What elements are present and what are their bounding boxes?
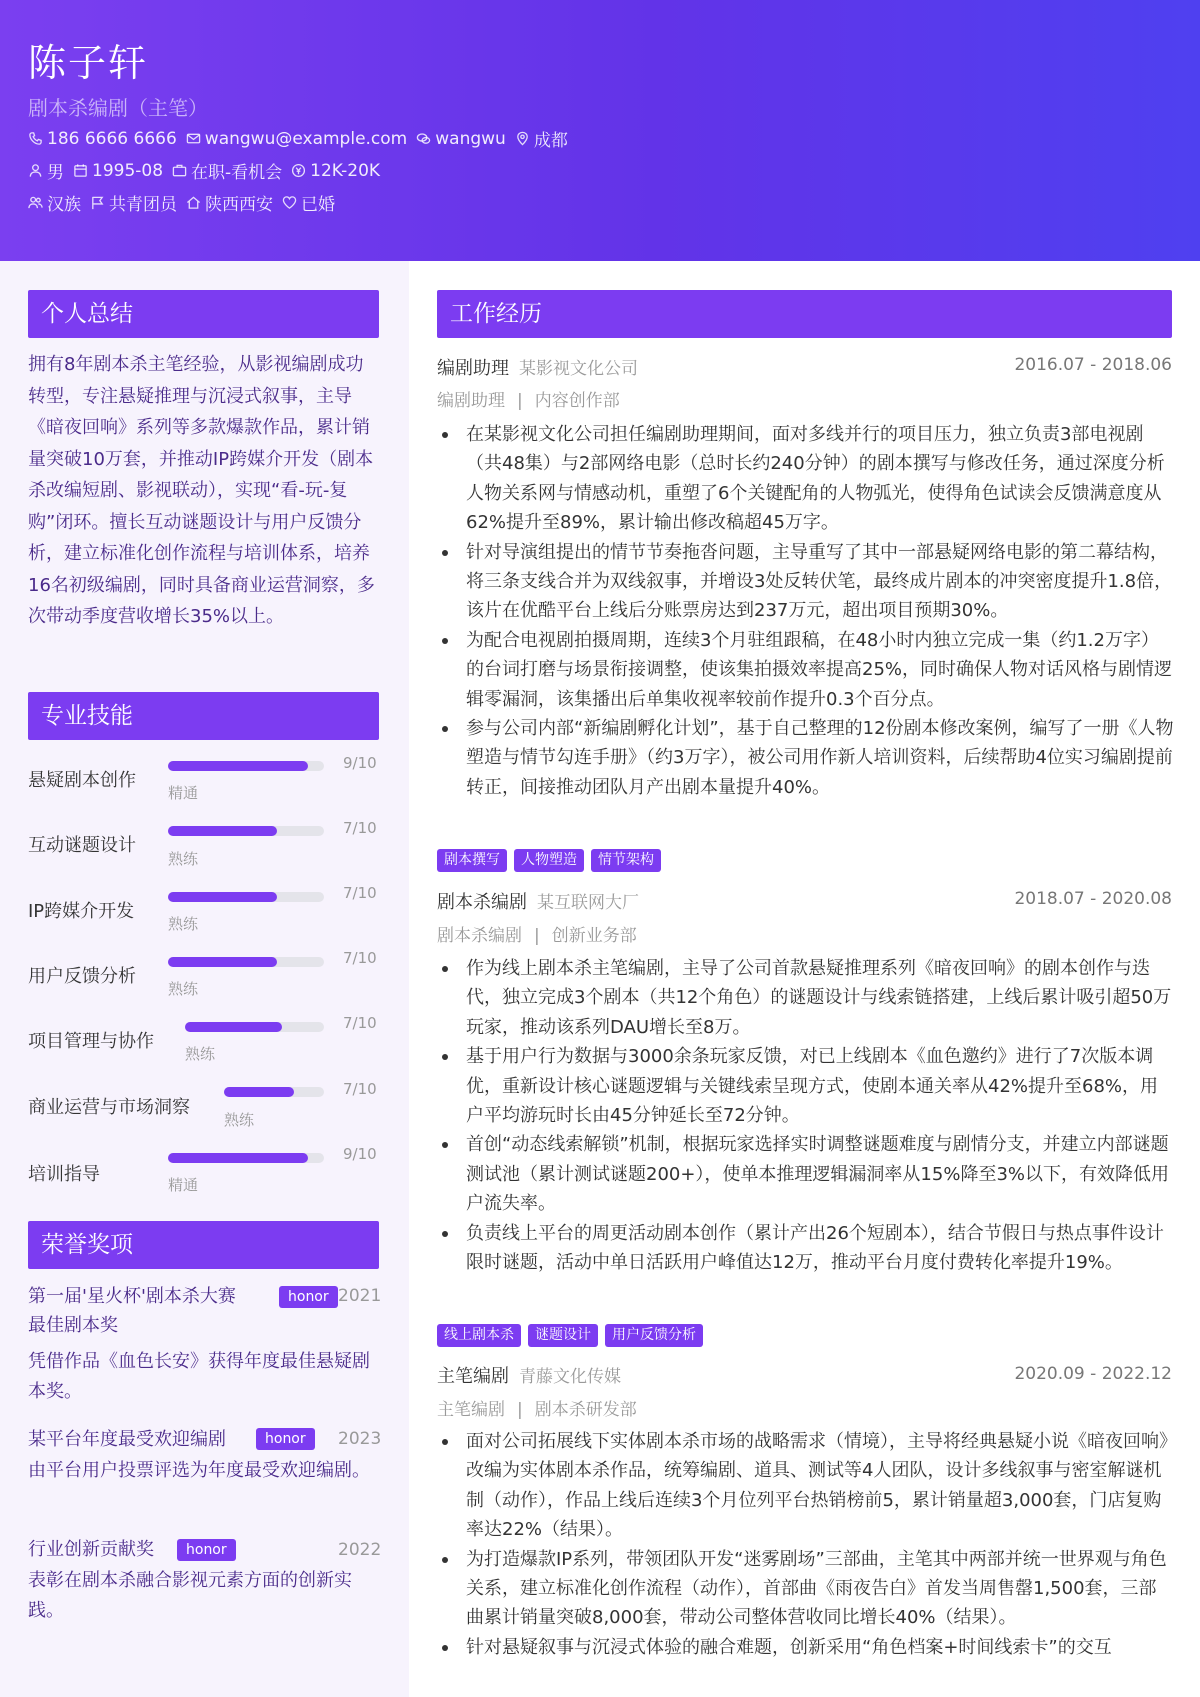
job-bullet: 面对公司拓展线下实体剧本杀市场的战略需求（情境），主导将经典悬疑小说《暗夜回响》改编为实体剧本杀作品，统筹编剧、道具、测试等4人团队，设计多线叙事与密室解谜机制（动作），作品上线后连续3个月位列平台热销榜前5，累计销量超3,000套，门店复购率达22%（结果）。: [437, 1427, 1174, 1545]
job-bullets: [437, 1427, 1174, 1662]
skill-score: 7/10: [343, 884, 377, 902]
skill-fill: [168, 761, 308, 771]
skill-fill: [168, 1153, 308, 1163]
users-icon: [28, 195, 43, 210]
skill-name: 商业运营与市场洞察: [28, 1097, 190, 1118]
job-separator: |: [517, 391, 523, 411]
job-tags: [437, 1324, 710, 1347]
skill-level: 精通: [168, 784, 199, 802]
honor-name: 某平台年度最受欢迎编剧: [28, 1429, 226, 1450]
skill-fill: [168, 892, 277, 902]
job-position: 编剧助理: [437, 391, 505, 411]
skill-score: 7/10: [343, 949, 377, 967]
ethnicity-item: [28, 190, 81, 215]
honor-name: 行业创新贡献奖: [28, 1539, 154, 1560]
job-bullet: 首创“动态线索解锁”机制，根据玩家选择实时调整谜题难度与剧情分支，并建立内部谜题测试池（累计测试谜题200+），使单本推理逻辑漏洞率从15%降至3%以下，有效降低用户流失率。: [437, 1130, 1174, 1218]
job-header: [437, 888, 639, 914]
hometown-value: 陕西西安: [205, 195, 273, 215]
email-item[interactable]: [186, 129, 407, 149]
skill-level: 精通: [168, 1176, 199, 1194]
skill-fill: [185, 1022, 282, 1032]
job-subheader: [437, 921, 637, 946]
job-bullet: 为配合电视剧拍摄周期，连续3个月驻组跟稿，在48小时内独立完成一集（约1.2万字）的台词打磨与场景衔接调整，使该集拍摄效率提高25%，同时确保人物对话风格与剧情逻辑零漏洞，该集播出后单集收视率较前作提升0.3个百分点。: [437, 626, 1174, 714]
skill-name: 培训指导: [28, 1164, 100, 1185]
job-bullet: 针对导演组提出的情节节奏拖沓问题，主导重写了其中一部悬疑网络电影的第二幕结构，将三条支线合并为双线叙事，并增设3处反转伏笔，最终成片剧本的冲突密度提升1.8倍，该片在优酷平台上线后分账票房达到237万元，超出项目预期30%。: [437, 538, 1174, 626]
skill-name: IP跨媒介开发: [28, 901, 135, 922]
honors-section-title: 荣誉奖项: [28, 1221, 379, 1269]
skill-tag: 情节架构: [591, 849, 661, 872]
job-bullet: 作为线上剧本杀主笔编剧，主导了公司首款悬疑推理系列《暗夜回响》的剧本创作与迭代，独立完成3个剧本（共12个角色）的谜题设计与线索链搭建，上线后累计吸引超50万玩家，推动该系列DAU增长至8万。: [437, 954, 1174, 1042]
skill-level: 熟练: [168, 850, 199, 868]
skill-fill: [168, 957, 277, 967]
skill-tag: 谜题设计: [528, 1324, 598, 1347]
skill-fill: [224, 1087, 294, 1097]
honor-description: 由平台用户投票评选为年度最受欢迎编剧。: [28, 1460, 370, 1481]
summary-section-title: 个人总结: [28, 290, 379, 338]
skill-bar: [224, 1087, 324, 1097]
skill-score: 9/10: [343, 754, 377, 772]
job-separator: |: [534, 926, 540, 946]
ethnicity-value: 汉族: [47, 195, 81, 215]
marital-value: 已婚: [301, 195, 335, 215]
contact-row: [28, 126, 577, 151]
birth-item: [73, 161, 163, 181]
political-item: [90, 190, 177, 215]
personal-row: [28, 158, 389, 183]
candidate-title: 剧本杀编剧（主笔）: [28, 96, 208, 120]
job-subheader: [437, 1395, 637, 1420]
salary-item: [291, 161, 380, 181]
job-bullets: [437, 420, 1174, 802]
skill-level: 熟练: [168, 915, 199, 933]
phone-icon: [28, 131, 43, 146]
job-date: 2018.07 - 2020.08: [1014, 889, 1172, 909]
status-value: 在职-看机会: [191, 163, 283, 183]
honor-name: 第一届'星火杯'剧本杀大赛最佳剧本奖: [28, 1286, 236, 1336]
resume-header: [0, 0, 1200, 261]
phone-item[interactable]: [28, 129, 177, 149]
salary-value: 12K-20K: [310, 160, 381, 181]
job-bullet: 参与公司内部“新编剧孵化计划”，基于自己整理的12份剧本修改案例，编写了一册《人物塑造与情节勾连手册》（约3万字），被公司用作新人培训资料，后续帮助4位实习编剧提前转正，间接推动团队月产出剧本量提升40%。: [437, 714, 1174, 802]
status-item: [172, 158, 282, 183]
gender-value: 男: [47, 163, 64, 183]
skill-tag: 剧本撰写: [437, 849, 507, 872]
honor-badge: honor: [177, 1539, 236, 1561]
honor-description: 表彰在剧本杀融合影视元素方面的创新实践。: [28, 1570, 352, 1621]
honor-badge: honor: [279, 1286, 338, 1308]
job-bullets: [437, 954, 1174, 1277]
skill-score: 9/10: [343, 1145, 377, 1163]
city-item: [515, 126, 568, 151]
skill-level: 熟练: [185, 1045, 216, 1063]
job-header: [437, 354, 638, 380]
honor-description: 凭借作品《血色长安》获得年度最佳悬疑剧本奖。: [28, 1351, 370, 1402]
home-icon: [186, 195, 201, 210]
skills-section-title: 专业技能: [28, 692, 379, 740]
honor-badge: honor: [256, 1428, 315, 1450]
job-date: 2020.09 - 2022.12: [1014, 1364, 1172, 1384]
wechat-item[interactable]: [416, 129, 506, 149]
job-company: 某互联网大厂: [537, 893, 639, 913]
skill-level: 熟练: [224, 1111, 255, 1129]
job-company: 某影视文化公司: [519, 359, 638, 379]
job-department: 创新业务部: [551, 926, 637, 946]
skill-level: 熟练: [168, 980, 199, 998]
job-position: 主笔编剧: [437, 1400, 505, 1420]
marital-item: [282, 190, 335, 215]
city-value: 成都: [533, 131, 568, 151]
job-bullet: 在某影视文化公司担任编剧助理期间，面对多线并行的项目压力，独立负责3部电视剧（共48集）与2部网络电影（总时长约240分钟）的剧本撰写与修改任务，通过深度分析人物关系网与情感动机，重塑了6个关键配角的人物弧光，使得角色试读会反馈满意度从62%提升至89%，累计输出修改稿超45万字。: [437, 420, 1174, 538]
phone-value: 186 6666 6666: [47, 128, 177, 149]
honor-year: 2023: [338, 1429, 382, 1449]
job-role: 剧本杀编剧: [437, 892, 527, 913]
work-section-title: 工作经历: [437, 290, 1172, 338]
gender-item: [28, 158, 64, 183]
summary-text: 拥有8年剧本杀主笔经验，从影视编剧成功转型，专注悬疑推理与沉浸式叙事，主导《暗夜回响》系列等多款爆款作品，累计销量突破10万套，并推动IP跨媒介开发（剧本杀改编短剧、影视联动），实现“看-玩-复购”闭环。擅长互动谜题设计与用户反馈分析，建立标准化创作流程与培训体系，培养16名初级编剧，同时具备商业运营洞察，多次带动季度营收增长35%以上。: [28, 354, 375, 627]
skill-bar: [168, 957, 324, 967]
job-department: 剧本杀研发部: [534, 1400, 637, 1420]
mail-icon: [186, 131, 201, 146]
skill-score: 7/10: [343, 819, 377, 837]
job-bullet: 基于用户行为数据与3000余条玩家反馈，对已上线剧本《血色邀约》进行了7次版本调优，重新设计核心谜题逻辑与关键线索呈现方式，使剧本通关率从42%提升至68%，用户平均游玩时长由45分钟延长至72分钟。: [437, 1042, 1174, 1130]
skill-bar: [168, 892, 324, 902]
skill-score: 7/10: [343, 1080, 377, 1098]
skill-tag: 人物塑造: [514, 849, 584, 872]
skill-tag: 用户反馈分析: [605, 1324, 703, 1347]
skill-bar: [168, 826, 324, 836]
skill-name: 悬疑剧本创作: [28, 770, 136, 791]
skill-fill: [168, 826, 277, 836]
email-value: wangwu@example.com: [204, 128, 408, 149]
job-position: 剧本杀编剧: [437, 926, 522, 946]
job-date: 2016.07 - 2018.06: [1014, 355, 1172, 375]
job-company: 青藤文化传媒: [519, 1367, 621, 1387]
user-icon: [28, 163, 43, 178]
flag-icon: [90, 195, 105, 210]
job-bullet: 负责线上平台的周更活动剧本创作（累计产出26个短剧本），结合节假日与热点事件设计限时谜题，活动中单日活跃用户峰值达12万，推动平台月度付费转化率提升19%。: [437, 1219, 1174, 1278]
job-bullet: 为打造爆款IP系列，带领团队开发“迷雾剧场”三部曲，主笔其中两部并统一世界观与角色关系，建立标准化创作流程（动作），首部曲《雨夜告白》首发当周售罄1,500套，三部曲累计销量突破8,000套，带动公司整体营收同比增长40%（结果）。: [437, 1545, 1174, 1633]
job-department: 内容创作部: [534, 391, 620, 411]
job-bullet: 针对悬疑叙事与沉浸式体验的融合难题，创新采用“角色档案+时间线索卡”的交互: [437, 1633, 1174, 1662]
location-icon: [515, 131, 530, 146]
skill-score: 7/10: [343, 1014, 377, 1032]
political-value: 共青团员: [109, 195, 177, 215]
skill-tag: 线上剧本杀: [437, 1324, 521, 1347]
job-role: 编剧助理: [437, 358, 509, 379]
hometown-item: [186, 190, 273, 215]
skill-name: 项目管理与协作: [28, 1031, 154, 1052]
candidate-name: 陈子轩: [28, 41, 149, 85]
heart-icon: [282, 195, 297, 210]
honor-year: 2021: [338, 1286, 382, 1306]
job-header: [437, 1362, 621, 1388]
job-role: 主笔编剧: [437, 1366, 509, 1387]
birth-value: 1995-08: [92, 160, 164, 181]
calendar-icon: [73, 163, 88, 178]
wechat-icon: [416, 131, 431, 146]
job-subheader: [437, 386, 620, 411]
skill-name: 互动谜题设计: [28, 835, 136, 856]
honor-year: 2022: [338, 1540, 382, 1560]
skill-name: 用户反馈分析: [28, 966, 136, 987]
briefcase-icon: [172, 163, 187, 178]
job-separator: |: [517, 1400, 523, 1420]
skill-bar: [185, 1022, 324, 1032]
job-tags: [437, 849, 668, 872]
skill-bar: [168, 761, 324, 771]
background-row: [28, 190, 344, 215]
money-icon: [291, 163, 306, 178]
wechat-value: wangwu: [435, 128, 506, 149]
skill-bar: [168, 1153, 324, 1163]
